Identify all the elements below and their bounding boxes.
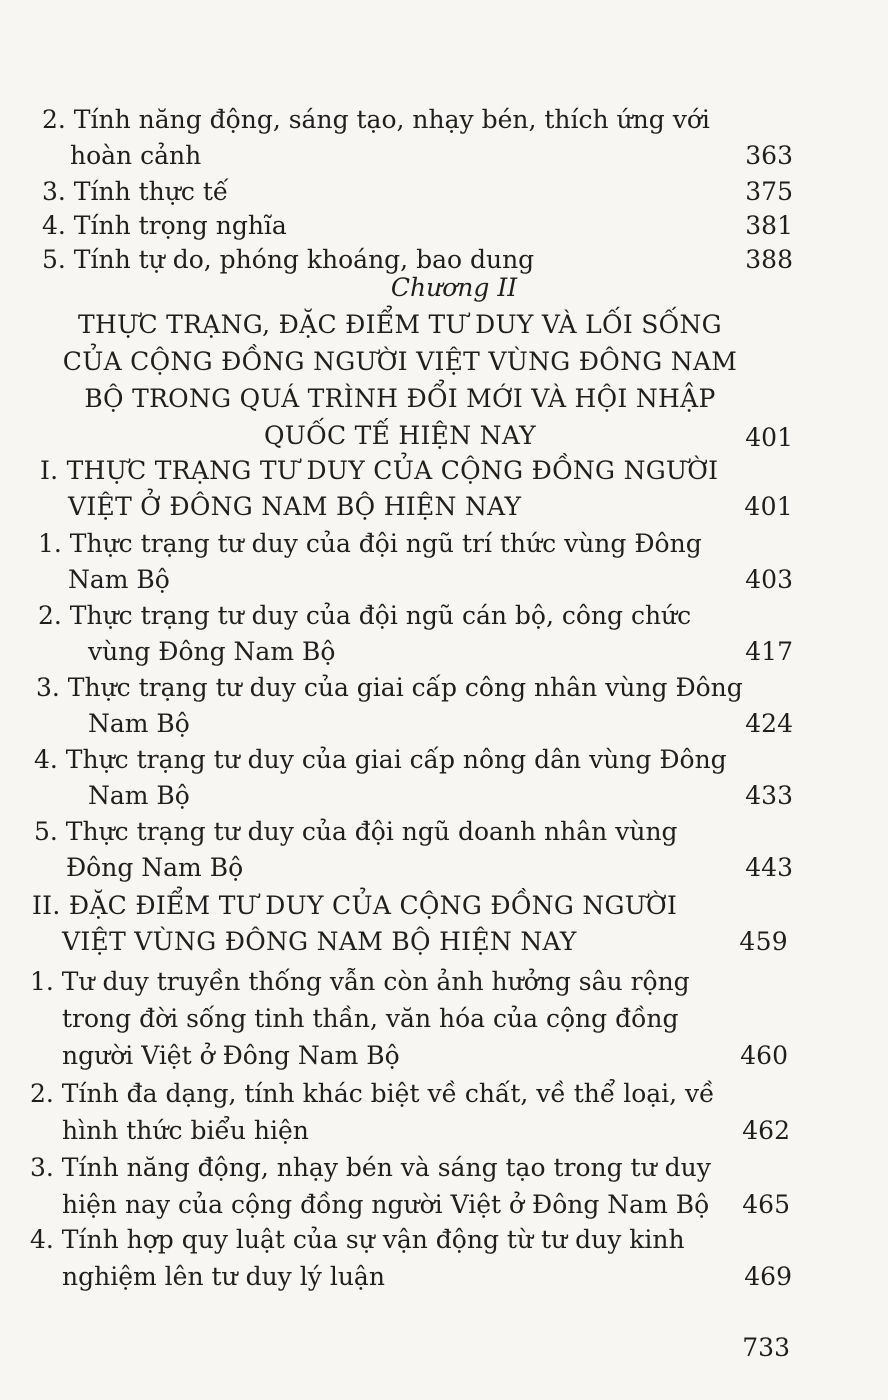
toc-entry-line: II. ĐẶC ĐIỂM TƯ DUY CỦA CỘNG ĐỒNG NGƯỜI <box>32 891 678 920</box>
toc-entry <box>0 174 888 210</box>
toc-page-number: 381 <box>745 211 793 240</box>
toc-entry-line: VIỆT Ở ĐÔNG NAM BỘ HIỆN NAY <box>68 492 522 521</box>
toc-entry-line: 4. Thực trạng tư duy của giai cấp nông dân vùng Đông <box>34 745 727 774</box>
toc-entry-line: trong đời sống tinh thần, văn hóa của cộng đồng <box>62 1004 679 1033</box>
page-number-folio: 733 <box>742 1333 790 1362</box>
toc-page-number: 433 <box>745 781 793 810</box>
toc-page-number: 401 <box>745 423 793 452</box>
chapter-title-line: THỰC TRẠNG, ĐẶC ĐIỂM TƯ DUY VÀ LỐI SỐNG <box>78 310 722 339</box>
toc-entry <box>0 526 888 598</box>
toc-entry-line: hiện nay của cộng đồng người Việt ở Đông Nam Bộ <box>62 1190 710 1219</box>
toc-entry-line: 5. Tính tự do, phóng khoáng, bao dung <box>42 245 535 274</box>
toc-page-number: 460 <box>740 1041 788 1070</box>
toc-entry <box>0 742 888 814</box>
toc-page-number: 403 <box>745 565 793 594</box>
toc-entry <box>0 598 888 670</box>
toc-entry-line: người Việt ở Đông Nam Bộ <box>62 1041 400 1070</box>
toc-page-number: 363 <box>745 141 793 170</box>
toc-entry-line: Nam Bộ <box>68 565 170 594</box>
toc-section-heading <box>0 453 888 525</box>
toc-entry-line: Đông Nam Bộ <box>66 853 244 882</box>
chapter-title-line: QUỐC TẾ HIỆN NAY <box>264 421 536 450</box>
toc-page-number: 401 <box>744 492 793 521</box>
toc-page-number: 388 <box>745 245 793 274</box>
toc-entry-line: hình thức biểu hiện <box>62 1116 309 1145</box>
toc-entry-line: nghiệm lên tư duy lý luận <box>62 1262 385 1291</box>
toc-entry-line: Nam Bộ <box>88 709 190 738</box>
chapter-page-row <box>0 420 888 456</box>
chapter-title-line: BỘ TRONG QUÁ TRÌNH ĐỔI MỚI VÀ HỘI NHẬP <box>84 384 716 413</box>
toc-entry <box>0 208 888 244</box>
toc-entry <box>0 1222 888 1296</box>
toc-page-number: 375 <box>745 177 793 206</box>
chapter-title-line: CỦA CỘNG ĐỒNG NGƯỜI VIỆT VÙNG ĐÔNG NAM <box>62 347 738 376</box>
toc-page-number: 459 <box>739 927 788 956</box>
toc-entry-line: 5. Thực trạng tư duy của đội ngũ doanh nhân vùng <box>34 817 678 846</box>
toc-entry-line: 2. Tính đa dạng, tính khác biệt về chất, về thể loại, về <box>30 1079 715 1108</box>
toc-entry-line: 3. Tính năng động, nhạy bén và sáng tạo trong tư duy <box>30 1153 711 1182</box>
chapter-label: Chương II <box>390 273 518 302</box>
toc-entry <box>0 102 888 174</box>
toc-entry-line: I. THỰC TRẠNG TƯ DUY CỦA CỘNG ĐỒNG NGƯỜI <box>40 456 719 485</box>
toc-entry <box>0 814 888 886</box>
toc-entry-line: VIỆT VÙNG ĐÔNG NAM BỘ HIỆN NAY <box>62 927 577 956</box>
toc-entry-line: hoàn cảnh <box>70 141 202 170</box>
toc-page-number: 443 <box>745 853 793 882</box>
toc-entry-line: 4. Tính trọng nghĩa <box>42 211 287 240</box>
toc-entry-line: 4. Tính hợp quy luật của sự vận động từ tư duy kinh <box>30 1225 685 1254</box>
toc-page-number: 417 <box>745 637 793 666</box>
toc-entry <box>0 670 888 742</box>
toc-entry <box>0 964 888 1075</box>
toc-entry-line: 3. Thực trạng tư duy của giai cấp công nhân vùng Đông <box>36 673 743 702</box>
toc-entry-line: vùng Đông Nam Bộ <box>88 637 336 666</box>
toc-entry-line: Nam Bộ <box>88 781 190 810</box>
toc-page-number: 465 <box>742 1190 790 1219</box>
toc-entry-line: 1. Tư duy truyền thống vẫn còn ảnh hưởng sâu rộng <box>30 967 690 996</box>
toc-entry-line: 2. Thực trạng tư duy của đội ngũ cán bộ, công chức <box>38 601 692 630</box>
toc-entry-line: 1. Thực trạng tư duy của đội ngũ trí thức vùng Đông <box>38 529 702 558</box>
toc-page-number: 424 <box>745 709 793 738</box>
toc-entry <box>0 1076 888 1150</box>
toc-section-heading <box>0 888 888 960</box>
toc-entry <box>0 1150 888 1224</box>
toc-entry-line: 3. Tính thực tế <box>42 177 229 206</box>
toc-page-number: 462 <box>742 1116 790 1145</box>
toc-entry-line: 2. Tính năng động, sáng tạo, nhạy bén, thích ứng với <box>42 105 710 134</box>
toc-page-number: 469 <box>744 1262 792 1291</box>
